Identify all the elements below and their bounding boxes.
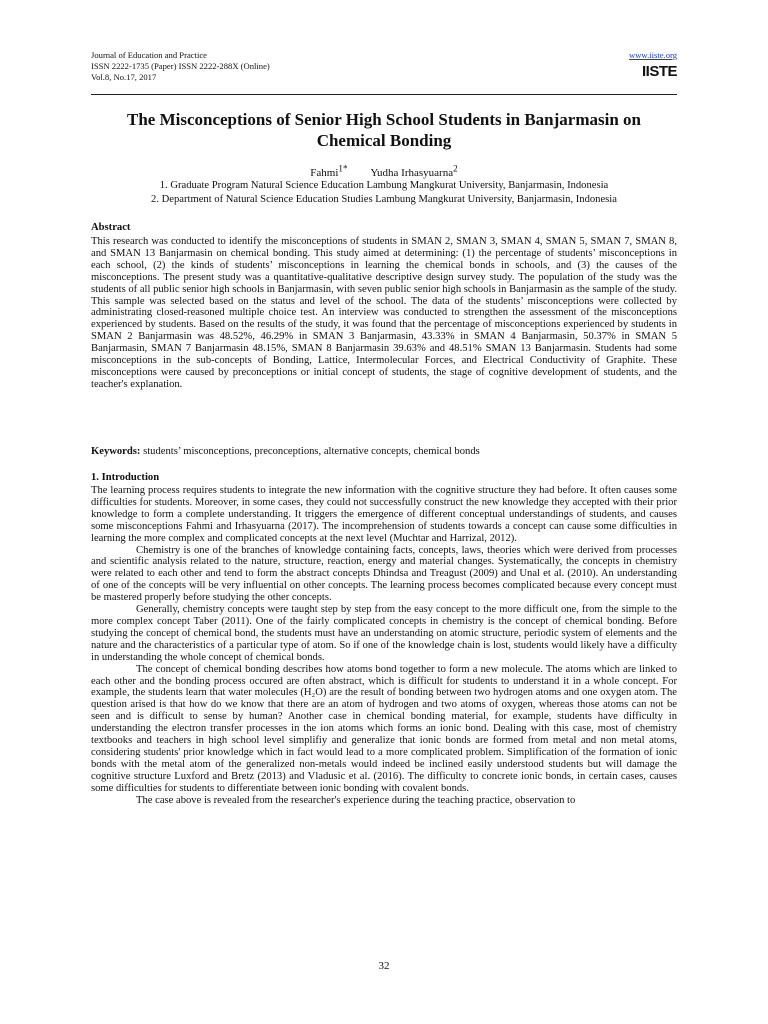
intro-paragraph-3: Generally, chemistry concepts were taught step by step from the easy concept to the more difficult one, from the simple to the more complex concept Taber (2011). One of the fairly complicated concepts in chemistry is the concept of chemical bonding. Before studying the concept of chemical bond, the students must have an understanding on atomic structure, periodic system of elements and the nature and the characteristics of a particular type of atom. So if one of the knowledge chain is lost, students would likely have a difficulty in understanding the whole concept of chemical bonds. [91,604,677,663]
affiliations [91,179,677,207]
abstract-text: This research was conducted to identify the misconceptions of students in SMAN 2, SMAN 3, SMAN 4, SMAN 5, SMAN 7, SMAN 8, and SMAN 13 Banjarmasin on chemical bonding. This study aimed at determining: (1) the percentage of students’ misconceptions in each school, (2) the kinds of students’ misconceptions in learning the chemical bonds in schools, and (3) the causes of the misconceptions. The present study was a quantitative-qualitative descriptive design survey study. The population of the study was the students of all public senior high schools in Banjarmasin, with seven public senior high schools in Banjarmasin as the sample of the study. This sample was selected based on the status and level of the school. The data of the students’ misconceptions were collected by administrating closed-reasoned multiple choice test. An interview was conducted to strengthen the assessment of the misconceptions experienced by students. Based on the results of the study, it was found that the percentage of misconceptions experienced by students in SMAN 2 Banjarmasin was 48.52%, 46.29% in SMAN 3 Banjarmasin, 43.33% in SMAN 4 Banjarmasin, 50.37% in SMAN 5 Banjarmasin, SMAN 7 Banjarmasin 48.15%, SMAN 8 Banjarmasin 39.63% and 48.51% SMAN 13 Banjarmasin. Students had some misconceptions in the sub-concepts of Bonding, Lattice, Intermolecular Forces, and Electrical Conductivity of Graphite. These misconceptions were caused by preconceptions or initial concept of students, the stage of cognitive development of students, and the teacher's explanation. [91,236,677,390]
header-divider [91,94,677,95]
journal-volume: Vol.8, No.17, 2017 [91,72,157,82]
journal-header [91,50,270,83]
affiliation-2: 2. Department of Natural Science Education Studies Lambung Mangkurat University, Banjarmasin, Indonesia [151,194,617,205]
journal-url-link[interactable]: www.iiste.org [629,50,677,60]
page-number: 32 [378,960,390,972]
intro-paragraph-4: The concept of chemical bonding describes how atoms bond together to form a new molecule. The atoms which are linked to each other and the bonding process occured are often abstract, which is difficult for students to understand it in a whole concept. For example, the students learn that water molecules (H₂O) are the result of bonding between two hydrogen atoms and one oxygen atom. The question arised is that how do we know that there are an atom of hydrogen and two atoms of oxygen, whereas those atoms can not be seen and is difficult to sense by human? Another case in chemical bonding material, for example, students have difficulty in understanding the electron transfer processes in the ion atoms which forms an ionic bond. Dealing with this case, most of chemistry textbooks and teachers in high school level simplifiy and generalize that ionic bonds are formed from metal and non metal atoms, considering students' prior knowledge which in fact would lead to a more complicated problem. Simplification of the formation of ionic bonds with the metal atom of the generalized non-metals would indeed be inclined easily understood students but will damage the cognitive structure Luxford and Bretz (2013) and Vladusic et al. (2016). The difficulty to concrete ionic bonds, in certain cases, causes some difficulties for students to differentiate between ionic bonding with covalent bonds. [91,663,677,794]
keywords-text: students’ misconceptions, preconceptions, alternative concepts, chemical bonds [143,446,480,457]
section-heading: 1. Introduction [91,472,160,483]
author-1: Fahmi$^{1*}$ [310,163,348,179]
journal-issn: ISSN 2222-1735 (Paper) ISSN 2222-288X (Online) [91,61,270,71]
intro-paragraph-1: The learning process requires students to integrate the new information with the cognitive structure they had before. It often causes some difficulties for students. Moreover, in some cases, they could not successfully construct the new knowledge they accepted with their prior knowledge to form a complete understanding. It triggers the emergence of different conceptual understandings of students, and causes some misconceptions Fahmi and Irhasyuarna (2017). The incomprehension of students towards a concept can cause some difficulties in learning the more complex and complicated concepts at the next level (Muchtar and Harrizal, 2012). [91,485,677,544]
author-list [91,163,677,179]
affiliation-1: 1. Graduate Program Natural Science Education Lambung Mangkurat University, Banjarmasin, Indonesia [159,180,609,191]
iiste-logo: IISTE [641,63,677,80]
introduction-body [91,485,677,806]
intro-paragraph-2: Chemistry is one of the branches of knowledge containing facts, concepts, laws, theories which were derived from processes and scientific analysis related to the nature, structure, reaction, energy and material changes. Systematically, the concepts in chemistry were related to each other and tend to form the abstract concepts Dhindsa and Treagust (2009) and Unal et al. (2010). An understanding of one of the concepts will be very influential on other concepts. The learning process becomes complicated because every concept must be mastered properly before studying the other concepts. [91,544,677,604]
journal-name: Journal of Education and Practice [91,50,207,60]
keywords-label: Keywords: [91,446,141,457]
author-2: Yudha Irhasyuarna$^2$ [370,163,458,179]
keywords-line [91,446,677,458]
intro-paragraph-5: The case above is revealed from the researcher's experience during the teaching practice, observation to [136,794,576,806]
paper-title: The Misconceptions of Senior High School Students in Banjarmasin on Chemical Bonding [126,110,642,150]
abstract-heading: Abstract [91,222,131,233]
